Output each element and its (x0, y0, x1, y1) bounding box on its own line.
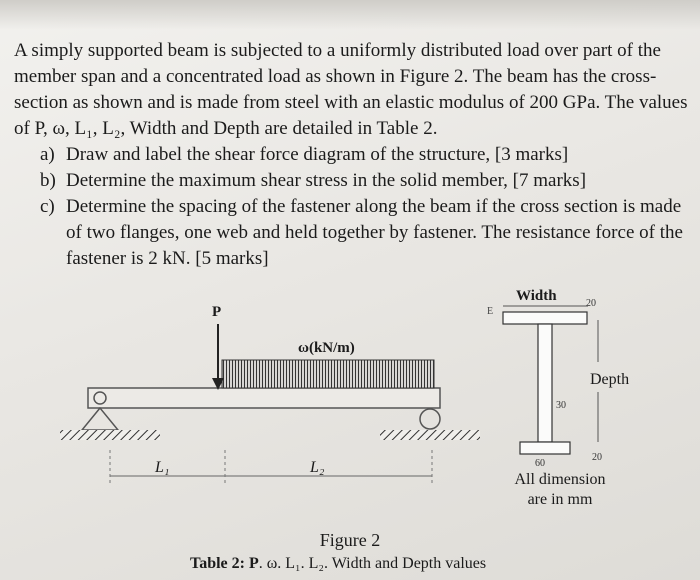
marker-e: E (487, 306, 494, 317)
table-caption (190, 555, 486, 573)
table-caption-bold: Table 2: P (190, 555, 259, 572)
span-l1-label: L₁ (155, 459, 170, 476)
question-intro: A simply supported beam is subjected to a uniformly distributed load over part of the member span and a concentrated load as shown in Figure 2. The beam has the cross-section as shown and is made from steel with an elastic modulus of 200 GPa. The values of P, ω, L₁, L₂, Width and Depth are detailed in Table 2. (14, 40, 688, 139)
bottom-flange (520, 442, 570, 454)
part-text: Draw and label the shear force diagram of the structure, [3 marks] (66, 144, 569, 165)
beam (88, 388, 440, 408)
udl-label: ω(kN/m) (298, 340, 355, 356)
ground-left (60, 430, 160, 440)
question-part-b (14, 168, 694, 194)
web (538, 324, 552, 442)
span-l2-label: L₂ (310, 459, 325, 476)
ground-right (380, 430, 480, 440)
question-text (14, 38, 694, 272)
dimension-note (505, 470, 615, 510)
dimension-note-line1: All dimension (514, 471, 606, 488)
depth-label: Depth (590, 371, 630, 388)
figure-caption: Figure 2 (319, 530, 381, 550)
dim-bottom-flange-width: 60 (535, 458, 545, 469)
pin-support (82, 408, 118, 430)
udl-block (222, 360, 434, 388)
part-label: a) (40, 144, 55, 165)
roller-icon (420, 409, 440, 429)
question-part-c (14, 194, 694, 272)
dim-bottom-flange: 20 (592, 452, 602, 463)
dimension-note-line2: are in mm (527, 491, 593, 508)
part-text: Determine the spacing of the fastener along the beam if the cross section is made of two flanges, one web and held together by fastener. The resistance force of the fastener is 2 kN. [5 marks] (66, 196, 683, 269)
question-part-a (14, 142, 694, 168)
page-shadow (0, 0, 700, 30)
question-parts (14, 142, 694, 272)
width-label: Width (516, 288, 557, 304)
part-text: Determine the maximum shear stress in the solid member, [7 marks] (66, 170, 587, 191)
load-p-label: P (212, 304, 222, 320)
part-label: b) (40, 170, 56, 191)
top-flange (503, 312, 587, 324)
dim-web: 30 (556, 400, 566, 411)
dim-top-flange: 20 (586, 298, 596, 309)
part-label: c) (40, 196, 55, 217)
table-caption-rest: . ω. L₁. L₂. Width and Depth values (258, 555, 487, 572)
